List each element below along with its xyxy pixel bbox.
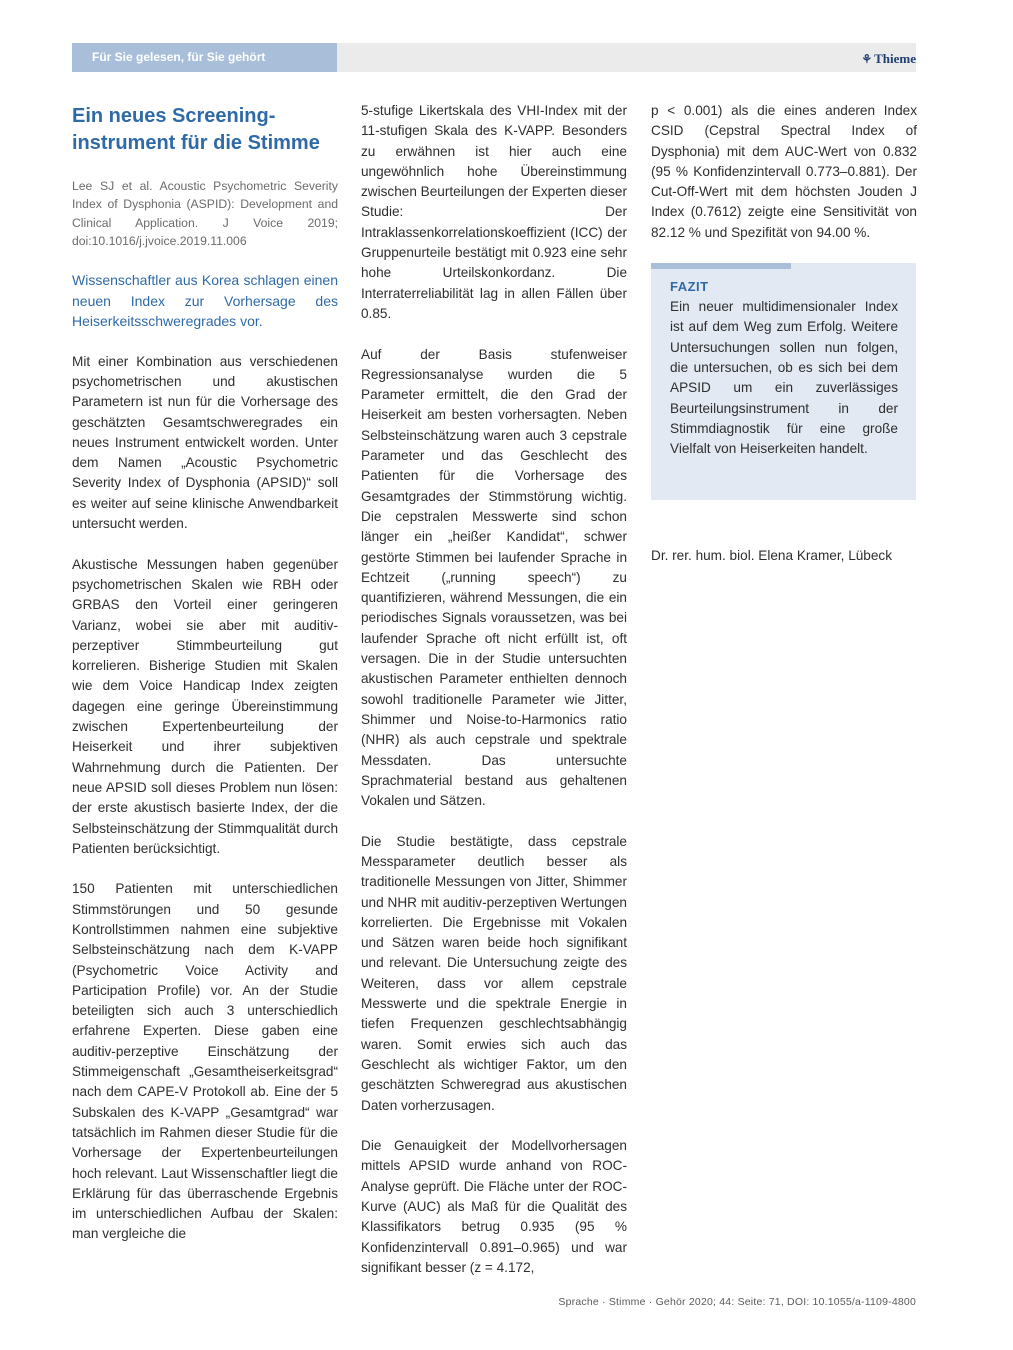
fazit-text: Ein neuer multidimensionaler Index ist auf dem Weg zum Erfolg. Weitere Untersuchungen sollen nun folgen, die untersuchen, ob es sich bei dem APSID um ein zuverlässiges Beurteilungsinstrument in der Stimmdiagnostik für eine große Vielfalt von Heiserkeiten handelt. — [670, 299, 898, 457]
article-lead: Wissenschaftler aus Korea schlagen einen neuen Index zur Vorhersage des Heiserkeitsschweregrades vor. — [72, 272, 338, 330]
article-title: Ein neues Screeninginstrument für die Stimme — [72, 105, 320, 154]
body-paragraph: Die Studie bestätigte, dass cepstrale Messparameter deutlich besser als traditionelle Messungen von Jitter, Shimmer und NHR mit auditiv-perzeptiven Wertungen korrelierten. Die Ergebnisse mit Vokalen und Sätzen waren beide hoch signifikant und relevant. Die Untersuchung zeigte des Weiteren, dass vor allem cepstrale Messwerte und die spektrale Energie in tiefen Frequenzen geschlechtsabhängig waren. Somit erwies sich auch das Geschlecht als wichtiger Faktor, um den geschätzten Schweregrad aus akustischen Daten vorherzusagen. — [361, 833, 627, 1113]
column-1 — [72, 101, 338, 1265]
fazit-box — [651, 263, 916, 500]
body-paragraph: Akustische Messungen haben gegenüber psychometrischen Skalen wie RBH oder GRBAS den Vorteil einer geringeren Varianz, wobei sie aber mit auditiv-perzeptiver Stimmbeurteilung gut korrelieren. Bisherige Studien mit Skalen wie dem Voice Handicap Index zeigten dagegen eine geringe Übereinstimmung zwischen Expertenbeurteilung der Heiserkeit und ihrer subjektiven Wahrnehmung durch die Patienten. Der neue APSID soll dieses Problem nun lösen: der erste akustisch basierte Index, der die Selbsteinschätzung der Stimmqualität durch Patienten berücksichtigt. — [72, 556, 338, 856]
fazit-accent-bar — [651, 263, 791, 269]
column-3 — [651, 101, 917, 566]
body-paragraph: Mit einer Kombination aus verschiedenen psychometrischen und akustischen Parametern ist nun für die Vorhersage des geschätzten Gesamtschweregrades ein neues Instrument entwickelt worden. Unter dem Namen „Acoustic Psychometric Severity Index of Dysphonia (APSID)“ soll es weiter auf seine klinische Anwendbarkeit untersucht werden. — [72, 353, 338, 532]
body-paragraph: p < 0.001) als die eines anderen Index CSID (Cepstral Spectral Index of Dysphonia) mit dem AUC-Wert von 0.832 (95 % Konfidenzintervall 0.773–0.881). Der Cut-Off-Wert mit dem höchsten Jouden J Index (0.7612) zeigte eine Sensitivität von 82.12 % und Spezifität von 94.00 %. — [651, 103, 917, 240]
body-paragraph: 150 Patienten mit unterschiedlichen Stimmstörungen und 50 gesunde Kontrollstimmen nahmen eine subjektive Selbsteinschätzung nach dem K-VAPP (Psychometric Voice Activity and Participation Profile) vor. An der Studie beteiligten sich auch 3 unterschiedlich erfahrene Experten. Diese gaben eine auditiv-perzeptive Einschätzung der Stimmeigenschaft „Gesamtheiserkeitsgrad“ nach dem CAPE-V Protokoll ab. Eine der 5 Subskalen des K-VAPP „Gesamtgrad“ war tatsächlich im Rahmen dieser Studie für die Vorhersage der Expertenbeurteilungen hoch relevant. Laut Wissenschaftler liegt die Erklärung für das überraschende Ergebnis im unterschiedlichen Aufbau der Skalen: man vergleiche die — [72, 881, 338, 1242]
body-paragraph: Auf der Basis stufenweiser Regressionsanalyse wurden die 5 Parameter ermittelt, die den Grad der Heiserkeit am besten vorhersagten. Neben Selbsteinschätzung waren auch 3 cepstrale Parameter und das Geschlecht des Patienten für die Vorhersage des Gesamtgrades der Stimmstörung wichtig. Die cepstralen Messwerte sind schon länger ein „heißer Kandidat“, schwer gestörte Stimmen bei laufender Sprache in Echtzeit („running speech“) zu quantifizieren, während Messungen, die ein periodisches Signals voraussetzen, was bei laufender Sprache oft nicht erfüllt ist, oft versagen. Die in der Studie untersuchten akustischen Parameter enthielten dennoch sowohl traditionelle Parameter wie Jitter, Shimmer und Noise-to-Harmonics ratio (NHR) als auch cepstrale und spektrale Messdaten. Das untersuchte Sprachmaterial bestand aus gehaltenen Vokalen und Sätzen. — [361, 346, 627, 809]
footer-citation: Sprache · Stimme · Gehör 2020; 44: Seite: 71, DOI: 10.1055/a-1109-4800 — [558, 1296, 916, 1308]
publisher-name: Thieme — [874, 51, 916, 66]
body-paragraph: 5-stufige Likertskala des VHI-Index mit der 11-stufigen Skala des K-VAPP. Besonders zu erwähnen ist hier auch eine ungewöhnlich hohe Übereinstimmung zwischen Beurteilungen der Experten dieser Studie: Der Intraklassenkorrelationskoeffizient (ICC) der Gruppenurteile bestätigt mit 0.923 eine sehr hohe Urteilskonkordanz. Die Interraterreliabilität lag in allen Fällen über 0.85. — [361, 103, 627, 321]
article-citation: Lee SJ et al. Acoustic Psychometric Severity Index of Dysphonia (ASPID): Development and Clinical Application. J Voice 2019; doi:10.1016/j.jvoice.2019.11.006 — [72, 179, 338, 248]
thieme-emblem-icon: ⚘ — [861, 52, 873, 66]
column-2 — [361, 101, 627, 1299]
author-line: Dr. rer. hum. biol. Elena Kramer, Lübeck — [651, 547, 893, 563]
fazit-title: FAZIT — [670, 279, 709, 295]
section-label: Für Sie gelesen, für Sie gehört — [72, 43, 337, 72]
body-paragraph: Die Genauigkeit der Modellvorhersagen mittels APSID wurde anhand von ROC-Analyse geprüft. Die Fläche unter der ROC-Kurve (AUC) als Maß für die Qualität des Klassifikators betrug 0.935 (95 % Konfidenzintervall 0.891–0.965) und war signifikant besser (z = 4.172, — [361, 1138, 627, 1275]
publisher-logo — [861, 43, 916, 72]
